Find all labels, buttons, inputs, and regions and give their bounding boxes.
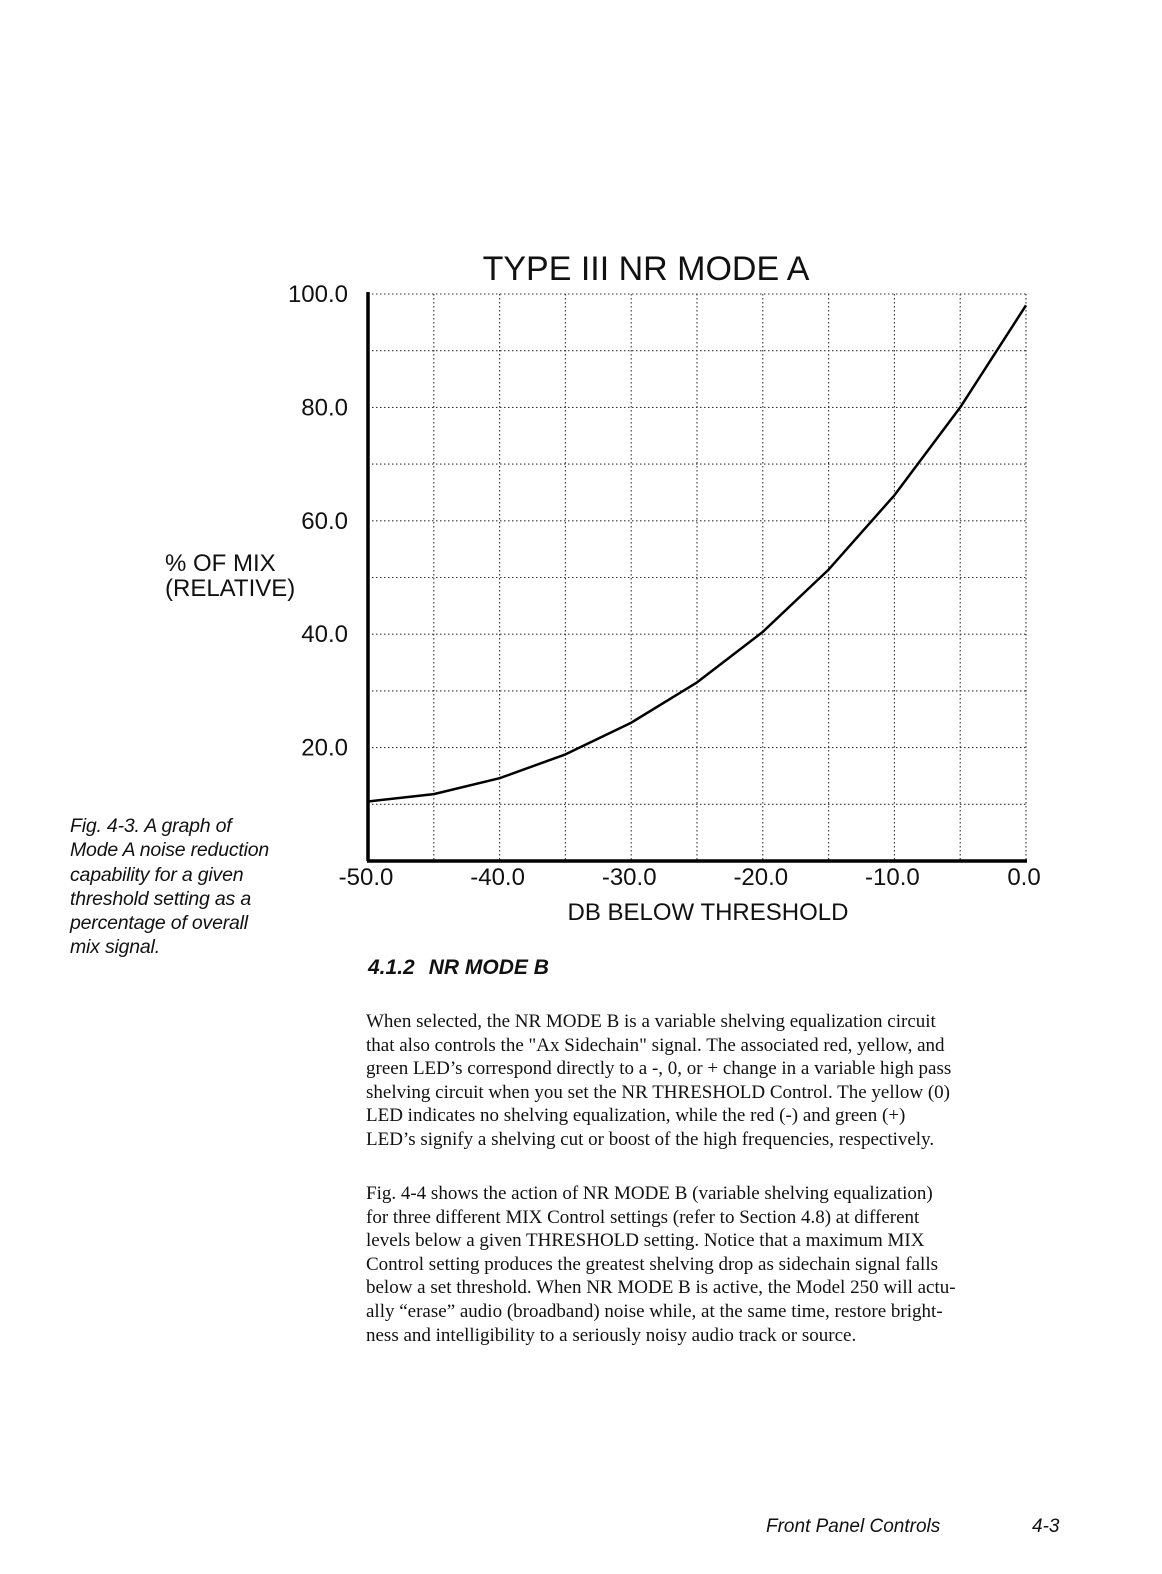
caption-line: threshold setting as a — [70, 887, 251, 910]
y-tick-label: 80.0 — [301, 394, 348, 422]
x-tick-labels — [339, 864, 1041, 891]
x-tick-label: -20.0 — [733, 864, 789, 891]
section-title: NR MODE B — [428, 956, 549, 979]
paragraph-line: levels below a given THRESHOLD setting. Notice that a maximum MIX — [366, 1230, 925, 1252]
paragraph-line: When selected, the NR MODE B is a variable shelving equalization circuit — [366, 1011, 936, 1032]
footer-section-title: Front Panel Controls — [766, 1516, 941, 1537]
paragraph-line: ness and intelligibility to a seriously noisy audio track or source. — [366, 1324, 857, 1346]
paragraph-line: green LED’s correspond directly to a -, 0, or + change in a variable high pass — [366, 1058, 952, 1080]
y-axis-label-line-1: % OF MIX — [165, 550, 276, 577]
x-axis-label: DB BELOW THRESHOLD — [567, 899, 849, 926]
chart-axes — [367, 292, 1027, 861]
paragraph-fig-4-4 — [366, 1182, 1066, 1347]
y-tick-label: 40.0 — [301, 621, 348, 649]
y-tick-labels — [288, 281, 348, 762]
paragraph-line: ally “erase” audio (broadband) noise while, at the same time, restore bright- — [366, 1300, 943, 1322]
x-tick-label: -30.0 — [601, 864, 657, 891]
chart-title: TYPE III NR MODE A — [482, 250, 810, 288]
x-tick-label: -50.0 — [338, 864, 394, 891]
chart-grid — [368, 294, 1026, 861]
paragraph-line: that also controls the "Ax Sidechain" signal. The associated red, yellow, and — [366, 1034, 945, 1056]
caption-line: percentage of overall — [70, 912, 248, 935]
footer-page-number: 4-3 — [1032, 1516, 1060, 1537]
section-number: 4.1.2 — [368, 956, 415, 979]
x-tick-label: -40.0 — [470, 864, 525, 891]
figure-caption — [70, 814, 302, 960]
paragraph-nr-mode-b — [366, 1010, 1066, 1152]
paragraph-line: shelving circuit when you set the NR THRESHOLD Control. The yellow (0) — [366, 1081, 950, 1103]
caption-line: Mode A noise reduction — [70, 839, 270, 862]
paragraph-line: Control setting produces the greatest shelving drop as sidechain signal falls — [366, 1253, 938, 1275]
section-heading — [368, 956, 549, 980]
y-tick-label: 100.0 — [287, 281, 348, 308]
paragraph-line: Fig. 4-4 shows the action of NR MODE B (variable shelving equalization) — [366, 1183, 933, 1204]
y-axis-label-line-2: (RELATIVE) — [165, 575, 296, 602]
paragraph-line: below a set threshold. When NR MODE B is active, the Model 250 will actu- — [366, 1277, 956, 1299]
paragraph-line: LED indicates no shelving equalization, while the red (-) and green (+) — [366, 1105, 906, 1127]
caption-line: capability for a given — [70, 863, 244, 886]
y-tick-label: 20.0 — [301, 734, 348, 762]
paragraph-line: LED’s signify a shelving cut or boost of the high frequencies, respectively. — [366, 1128, 935, 1150]
y-tick-label: 60.0 — [301, 507, 348, 535]
paragraph-line: for three different MIX Control settings (refer to Section 4.8) at different — [366, 1206, 920, 1228]
caption-line: Fig. 4-3. A graph of — [70, 815, 232, 837]
caption-line: mix signal. — [70, 936, 160, 959]
x-tick-label: 0.0 — [1007, 864, 1041, 891]
x-tick-label: -10.0 — [865, 864, 920, 891]
